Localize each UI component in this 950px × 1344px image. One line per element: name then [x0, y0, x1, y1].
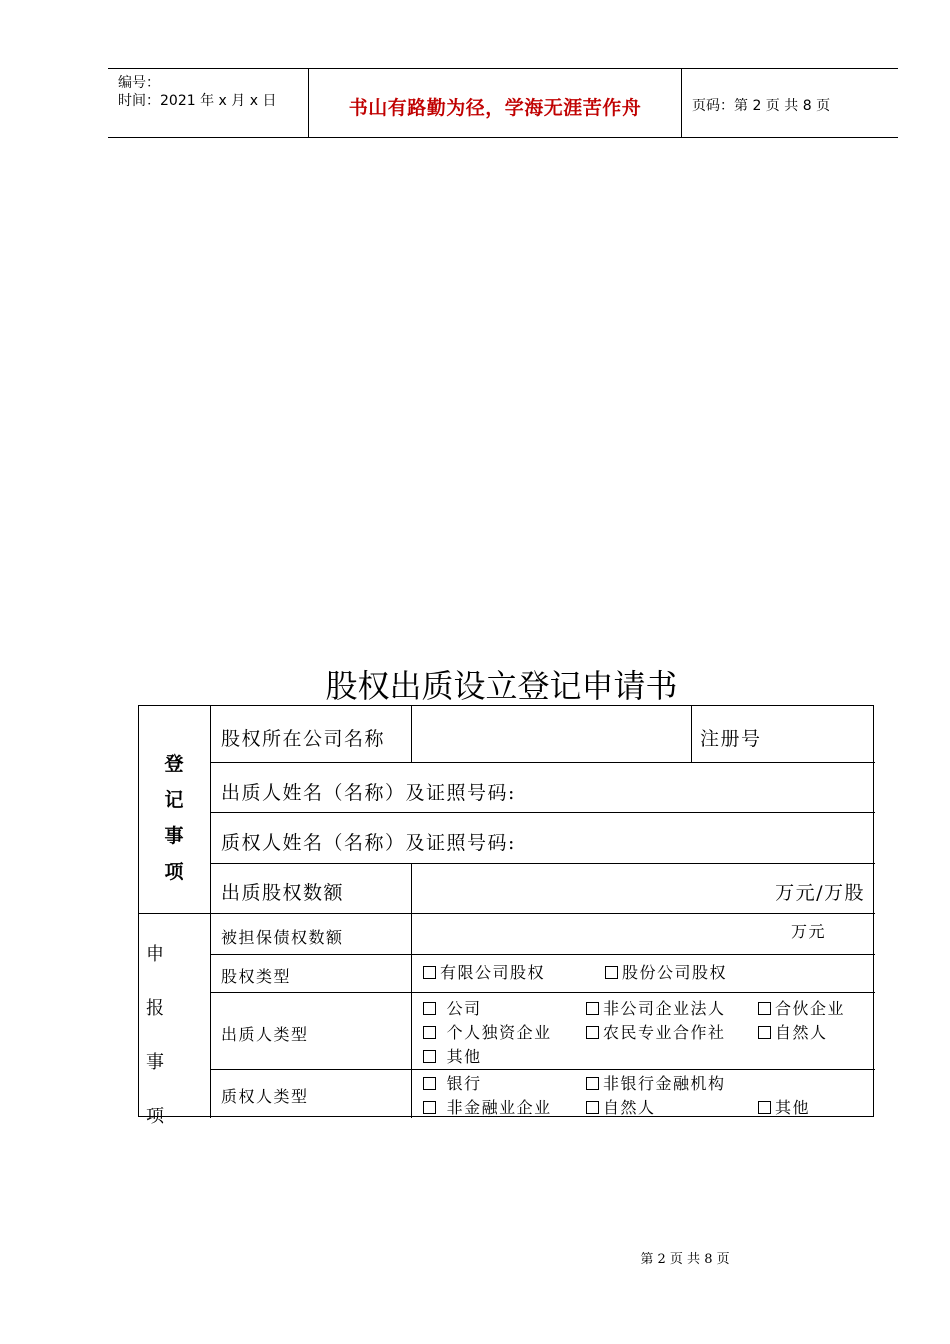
page-info: 页码：第 2 页 共 8 页	[692, 98, 831, 114]
checkbox-icon[interactable]	[758, 1026, 771, 1039]
section-label-char: 事	[146, 1052, 164, 1073]
checkbox-icon[interactable]	[586, 1101, 599, 1114]
motto: 书山有路勤为径，学海无涯苦作舟	[348, 97, 642, 119]
page-footer: 第 2 页 共 8 页	[640, 1252, 730, 1267]
header-center-cell	[309, 69, 682, 137]
section-label-char: 申	[146, 944, 164, 965]
application-form	[138, 705, 874, 1127]
pledgor-type-option[interactable]: 公司	[423, 996, 482, 1019]
debt-amount-unit: 万元	[791, 922, 827, 941]
equity-type-label: 股权类型	[221, 967, 292, 986]
pledge-amount-label: 出质股权数额	[221, 882, 345, 904]
pledgor-type-option[interactable]: 非公司企业法人	[586, 996, 726, 1019]
section-label-char: 事	[164, 825, 184, 847]
section-label-char: 记	[164, 789, 184, 811]
checkbox-icon[interactable]	[605, 966, 618, 979]
pledge-amount-unit: 万元/万股	[775, 882, 865, 904]
equity-type-option[interactable]: 股份公司股权	[605, 960, 727, 983]
section-label-report	[143, 928, 167, 1144]
checkbox-icon[interactable]	[758, 1002, 771, 1015]
header-left-cell	[108, 69, 309, 137]
pledgor-type-option[interactable]: 合伙企业	[758, 996, 845, 1019]
debt-amount-label: 被担保债权数额	[221, 928, 344, 947]
reg-no-label: 注册号	[700, 728, 762, 750]
pledgor-type-option[interactable]: 其他	[423, 1044, 482, 1067]
checkbox-icon[interactable]	[423, 966, 436, 979]
header-right-cell	[682, 69, 898, 137]
company-name-label: 股权所在公司名称	[221, 728, 386, 750]
page-header	[108, 68, 898, 138]
checkbox-icon[interactable]	[423, 1002, 436, 1015]
checkbox-icon[interactable]	[586, 1026, 599, 1039]
pledgor-type-option[interactable]: 农民专业合作社	[586, 1020, 726, 1043]
checkbox-icon[interactable]	[758, 1101, 771, 1114]
time-label: 时间：2021 年 x 月 x 日	[118, 93, 277, 109]
pledgor-type-option[interactable]: 自然人	[758, 1020, 828, 1043]
code-label: 编号：	[118, 75, 160, 91]
pledgee-type-label: 质权人类型	[221, 1087, 309, 1106]
checkbox-icon[interactable]	[423, 1101, 436, 1114]
equity-type-option[interactable]: 有限公司股权	[423, 960, 545, 983]
pledgee-type-option[interactable]: 自然人	[586, 1095, 656, 1118]
checkbox-icon[interactable]	[586, 1002, 599, 1015]
pledgor-type-option[interactable]: 个人独资企业	[423, 1020, 552, 1043]
pledgee-type-option[interactable]: 银行	[423, 1071, 482, 1094]
pledgor-id-label: 出质人姓名（名称）及证照号码:	[221, 782, 516, 804]
checkbox-icon[interactable]	[586, 1077, 599, 1090]
pledgee-type-option[interactable]: 其他	[758, 1095, 810, 1118]
section-label-char: 项	[164, 861, 184, 883]
section-label-char: 登	[164, 753, 184, 775]
checkbox-icon[interactable]	[423, 1050, 436, 1063]
pledgor-type-label: 出质人类型	[221, 1025, 309, 1044]
checkbox-icon[interactable]	[423, 1026, 436, 1039]
checkbox-icon[interactable]	[423, 1077, 436, 1090]
section-label-char: 报	[146, 998, 164, 1019]
pledgee-type-option[interactable]: 非金融业企业	[423, 1095, 552, 1118]
pledgee-id-label: 质权人姓名（名称）及证照号码:	[221, 832, 516, 854]
pledgee-type-option[interactable]: 非银行金融机构	[586, 1071, 726, 1094]
document-title: 股权出质设立登记申请书	[325, 667, 678, 705]
section-label-register	[162, 746, 186, 890]
section-label-char: 项	[146, 1106, 164, 1127]
